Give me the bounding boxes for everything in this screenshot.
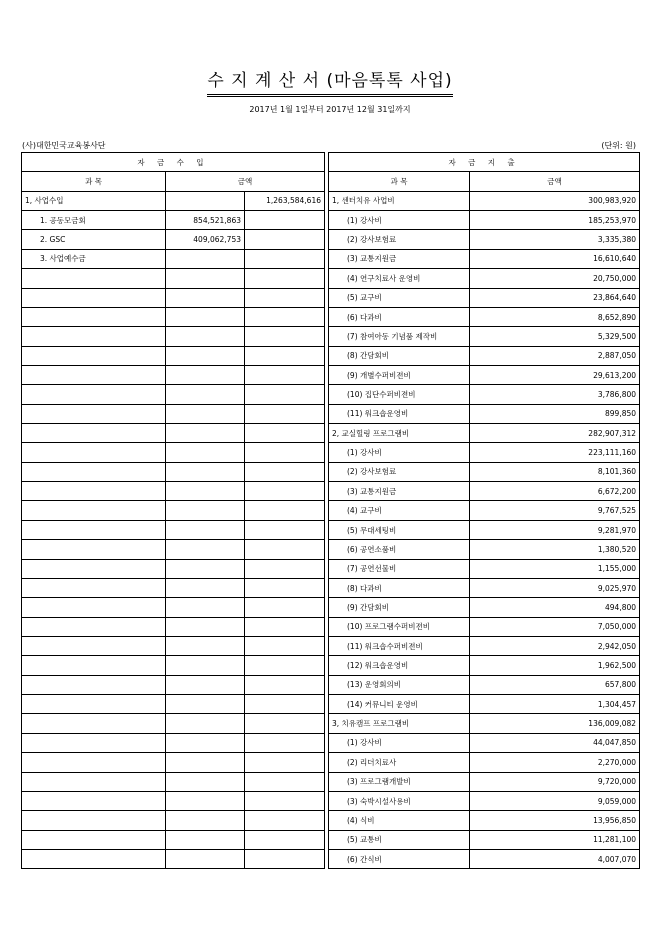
expense-item: 2, 교실힐링 프로그램비 xyxy=(329,424,470,443)
income-row xyxy=(22,830,325,849)
income-item xyxy=(22,811,166,830)
income-amount xyxy=(245,540,325,559)
expense-row xyxy=(329,636,640,655)
income-header: 자 금 수 입 xyxy=(22,153,325,172)
income-sub-amount xyxy=(166,811,245,830)
expense-amount: 657,800 xyxy=(470,675,640,694)
expense-amount: 9,281,970 xyxy=(470,520,640,539)
income-sub-amount xyxy=(166,830,245,849)
income-row xyxy=(22,424,325,443)
document-title: 수 지 계 산 서 (마음톡톡 사업) xyxy=(0,66,660,97)
income-item xyxy=(22,346,166,365)
income-sub-amount xyxy=(166,578,245,597)
expense-row xyxy=(329,811,640,830)
expense-item: (5) 교통비 xyxy=(329,830,470,849)
income-item xyxy=(22,540,166,559)
income-column-header-row xyxy=(22,172,325,191)
income-row xyxy=(22,695,325,714)
income-amount xyxy=(245,714,325,733)
expense-amount: 3,786,800 xyxy=(470,385,640,404)
income-sub-amount xyxy=(166,249,245,268)
income-amount xyxy=(245,811,325,830)
expense-amount: 9,767,525 xyxy=(470,501,640,520)
income-item xyxy=(22,443,166,462)
expense-item: (6) 다과비 xyxy=(329,307,470,326)
income-row xyxy=(22,791,325,810)
expense-item: (12) 워크숍운영비 xyxy=(329,656,470,675)
income-amount xyxy=(245,675,325,694)
expense-item: (13) 운영회의비 xyxy=(329,675,470,694)
expense-rows xyxy=(329,191,640,869)
expense-row xyxy=(329,230,640,249)
organization-name: (사)대한민국교육봉사단 xyxy=(22,141,106,150)
income-item xyxy=(22,269,166,288)
income-table xyxy=(21,152,325,869)
income-amount xyxy=(245,443,325,462)
income-item: 2. GSC xyxy=(22,230,166,249)
income-item: 1, 사업수입 xyxy=(22,191,166,210)
income-amount xyxy=(245,482,325,501)
expense-row xyxy=(329,695,640,714)
income-item: 1. 공동모금회 xyxy=(22,211,166,230)
expense-amount: 20,750,000 xyxy=(470,269,640,288)
income-sub-amount xyxy=(166,191,245,210)
income-row xyxy=(22,849,325,868)
expense-item: (1) 강사비 xyxy=(329,211,470,230)
expense-item: (1) 강사비 xyxy=(329,443,470,462)
expense-item: (3) 프로그램개발비 xyxy=(329,772,470,791)
expense-item: (10) 집단수퍼비젼비 xyxy=(329,385,470,404)
expense-amount: 7,050,000 xyxy=(470,617,640,636)
income-row xyxy=(22,191,325,210)
expense-row xyxy=(329,849,640,868)
expense-item: (4) 교구비 xyxy=(329,501,470,520)
expense-row xyxy=(329,191,640,210)
expense-col-item: 과 목 xyxy=(329,172,470,191)
income-row xyxy=(22,385,325,404)
income-row xyxy=(22,269,325,288)
expense-row xyxy=(329,714,640,733)
expense-item: 3, 치유캠프 프로그램비 xyxy=(329,714,470,733)
expense-row xyxy=(329,753,640,772)
income-sub-amount xyxy=(166,520,245,539)
income-row xyxy=(22,559,325,578)
statement-tables xyxy=(21,152,639,872)
income-item xyxy=(22,501,166,520)
expense-amount: 9,720,000 xyxy=(470,772,640,791)
income-amount xyxy=(245,346,325,365)
income-item xyxy=(22,482,166,501)
income-row xyxy=(22,501,325,520)
expense-item: (7) 참여아동 기념품 제작비 xyxy=(329,327,470,346)
income-amount xyxy=(245,656,325,675)
expense-row xyxy=(329,578,640,597)
income-amount xyxy=(245,385,325,404)
expense-row xyxy=(329,443,640,462)
income-item xyxy=(22,462,166,481)
income-row xyxy=(22,811,325,830)
income-sub-amount xyxy=(166,540,245,559)
income-item xyxy=(22,559,166,578)
income-amount xyxy=(245,598,325,617)
expense-item: (2) 강사보험료 xyxy=(329,230,470,249)
income-item xyxy=(22,849,166,868)
expense-amount: 2,887,050 xyxy=(470,346,640,365)
income-sub-amount xyxy=(166,714,245,733)
income-row xyxy=(22,772,325,791)
income-row xyxy=(22,617,325,636)
income-row xyxy=(22,540,325,559)
expense-item: (4) 식비 xyxy=(329,811,470,830)
income-item xyxy=(22,714,166,733)
expense-row xyxy=(329,791,640,810)
income-group-header-row xyxy=(22,153,325,172)
currency-unit: (단위: 원) xyxy=(601,141,636,150)
income-amount xyxy=(245,462,325,481)
income-item xyxy=(22,327,166,346)
expense-item: (1) 강사비 xyxy=(329,733,470,752)
income-row xyxy=(22,520,325,539)
income-item xyxy=(22,307,166,326)
expense-row xyxy=(329,269,640,288)
expense-row xyxy=(329,772,640,791)
expense-item: (11) 워크숍운영비 xyxy=(329,404,470,423)
income-sub-amount xyxy=(166,733,245,752)
income-amount xyxy=(245,617,325,636)
income-row xyxy=(22,714,325,733)
income-amount xyxy=(245,307,325,326)
income-item xyxy=(22,365,166,384)
expense-amount: 13,956,850 xyxy=(470,811,640,830)
expense-amount: 1,380,520 xyxy=(470,540,640,559)
expense-row xyxy=(329,656,640,675)
income-sub-amount xyxy=(166,849,245,868)
expense-item: (2) 리더치료사 xyxy=(329,753,470,772)
income-sub-amount: 409,062,753 xyxy=(166,230,245,249)
income-item xyxy=(22,656,166,675)
income-sub-amount xyxy=(166,346,245,365)
income-row xyxy=(22,753,325,772)
income-amount xyxy=(245,211,325,230)
expense-amount: 223,111,160 xyxy=(470,443,640,462)
expense-row xyxy=(329,385,640,404)
expense-table xyxy=(328,152,640,869)
expense-amount: 44,047,850 xyxy=(470,733,640,752)
expense-item: (6) 간식비 xyxy=(329,849,470,868)
expense-row xyxy=(329,327,640,346)
expense-amount: 23,864,640 xyxy=(470,288,640,307)
expense-group-header-row xyxy=(329,153,640,172)
expense-row xyxy=(329,424,640,443)
expense-amount: 899,850 xyxy=(470,404,640,423)
expense-amount: 4,007,070 xyxy=(470,849,640,868)
income-sub-amount xyxy=(166,482,245,501)
expense-row xyxy=(329,346,640,365)
expense-amount: 494,800 xyxy=(470,598,640,617)
income-item xyxy=(22,598,166,617)
expense-row xyxy=(329,617,640,636)
income-col-amount: 금액 xyxy=(166,172,325,191)
income-item xyxy=(22,404,166,423)
expense-item: (8) 다과비 xyxy=(329,578,470,597)
income-row xyxy=(22,462,325,481)
income-sub-amount: 854,521,863 xyxy=(166,211,245,230)
expense-row xyxy=(329,211,640,230)
income-sub-amount xyxy=(166,753,245,772)
expense-amount: 5,329,500 xyxy=(470,327,640,346)
expense-amount: 29,613,200 xyxy=(470,365,640,384)
expense-item: (9) 간담회비 xyxy=(329,598,470,617)
income-amount xyxy=(245,772,325,791)
expense-amount: 9,059,000 xyxy=(470,791,640,810)
expense-amount: 1,155,000 xyxy=(470,559,640,578)
income-sub-amount xyxy=(166,307,245,326)
income-amount xyxy=(245,849,325,868)
income-sub-amount xyxy=(166,695,245,714)
income-sub-amount xyxy=(166,404,245,423)
income-sub-amount xyxy=(166,675,245,694)
income-item xyxy=(22,636,166,655)
income-amount xyxy=(245,830,325,849)
report-period: 2017년 1월 1일부터 2017년 12월 31일까지 xyxy=(249,105,411,114)
income-sub-amount xyxy=(166,385,245,404)
income-item xyxy=(22,772,166,791)
expense-amount: 185,253,970 xyxy=(470,211,640,230)
income-row xyxy=(22,404,325,423)
expense-amount: 8,101,360 xyxy=(470,462,640,481)
income-sub-amount xyxy=(166,598,245,617)
expense-item: (14) 커뮤니티 운영비 xyxy=(329,695,470,714)
income-amount xyxy=(245,230,325,249)
income-item xyxy=(22,288,166,307)
expense-row xyxy=(329,462,640,481)
expense-row xyxy=(329,288,640,307)
expense-row xyxy=(329,249,640,268)
income-item xyxy=(22,617,166,636)
expense-item: (4) 연구치료사 운영비 xyxy=(329,269,470,288)
expense-item: (10) 프로그램수퍼비젼비 xyxy=(329,617,470,636)
income-row xyxy=(22,578,325,597)
income-amount xyxy=(245,288,325,307)
income-row xyxy=(22,365,325,384)
income-amount xyxy=(245,733,325,752)
income-sub-amount xyxy=(166,617,245,636)
income-sub-amount xyxy=(166,559,245,578)
income-amount xyxy=(245,404,325,423)
income-sub-amount xyxy=(166,656,245,675)
expense-row xyxy=(329,675,640,694)
expense-row xyxy=(329,559,640,578)
expense-row xyxy=(329,307,640,326)
income-amount xyxy=(245,791,325,810)
expense-amount: 3,335,380 xyxy=(470,230,640,249)
income-amount xyxy=(245,327,325,346)
expense-item: (9) 개별수퍼비젼비 xyxy=(329,365,470,384)
income-row xyxy=(22,675,325,694)
expense-row xyxy=(329,540,640,559)
income-amount xyxy=(245,501,325,520)
income-rows xyxy=(22,191,325,869)
income-col-item: 과 목 xyxy=(22,172,166,191)
expense-row xyxy=(329,404,640,423)
expense-amount: 136,009,082 xyxy=(470,714,640,733)
income-row xyxy=(22,249,325,268)
income-amount xyxy=(245,269,325,288)
expense-amount: 16,610,640 xyxy=(470,249,640,268)
expense-item: (7) 공연선물비 xyxy=(329,559,470,578)
expense-amount: 282,907,312 xyxy=(470,424,640,443)
income-row xyxy=(22,211,325,230)
expense-item: (3) 교통지원금 xyxy=(329,249,470,268)
expense-item: (8) 간담회비 xyxy=(329,346,470,365)
expense-amount: 9,025,970 xyxy=(470,578,640,597)
income-row xyxy=(22,733,325,752)
income-item xyxy=(22,385,166,404)
expense-row xyxy=(329,830,640,849)
income-amount xyxy=(245,559,325,578)
expense-item: (2) 강사보험료 xyxy=(329,462,470,481)
income-sub-amount xyxy=(166,327,245,346)
income-item xyxy=(22,578,166,597)
income-amount xyxy=(245,520,325,539)
income-sub-amount xyxy=(166,424,245,443)
expense-amount: 6,672,200 xyxy=(470,482,640,501)
income-amount xyxy=(245,578,325,597)
expense-amount: 2,270,000 xyxy=(470,753,640,772)
income-sub-amount xyxy=(166,462,245,481)
expense-row xyxy=(329,733,640,752)
expense-amount: 2,942,050 xyxy=(470,636,640,655)
income-item xyxy=(22,753,166,772)
income-amount xyxy=(245,695,325,714)
expense-row xyxy=(329,501,640,520)
expense-item: (5) 교구비 xyxy=(329,288,470,307)
expense-item: (11) 워크숍수퍼비젼비 xyxy=(329,636,470,655)
expense-col-amount: 금액 xyxy=(470,172,640,191)
income-sub-amount xyxy=(166,501,245,520)
expense-column-header-row xyxy=(329,172,640,191)
income-sub-amount xyxy=(166,772,245,791)
income-row xyxy=(22,327,325,346)
expense-item: (3) 교통지원금 xyxy=(329,482,470,501)
expense-amount: 8,652,890 xyxy=(470,307,640,326)
income-sub-amount xyxy=(166,443,245,462)
expense-item: (6) 공연소품비 xyxy=(329,540,470,559)
income-row xyxy=(22,656,325,675)
income-amount xyxy=(245,753,325,772)
income-row xyxy=(22,230,325,249)
income-row xyxy=(22,346,325,365)
expense-item: 1, 센터치유 사업비 xyxy=(329,191,470,210)
income-row xyxy=(22,288,325,307)
income-item xyxy=(22,830,166,849)
income-row xyxy=(22,598,325,617)
income-sub-amount xyxy=(166,791,245,810)
income-item xyxy=(22,424,166,443)
income-row xyxy=(22,443,325,462)
income-amount xyxy=(245,249,325,268)
income-row xyxy=(22,482,325,501)
income-item xyxy=(22,733,166,752)
income-item xyxy=(22,675,166,694)
income-amount xyxy=(245,424,325,443)
expense-item: (3) 숙박시설사용비 xyxy=(329,791,470,810)
income-amount xyxy=(245,636,325,655)
income-sub-amount xyxy=(166,365,245,384)
income-amount xyxy=(245,365,325,384)
expense-row xyxy=(329,598,640,617)
expense-row xyxy=(329,482,640,501)
income-row xyxy=(22,307,325,326)
income-sub-amount xyxy=(166,636,245,655)
income-sub-amount xyxy=(166,288,245,307)
expense-row xyxy=(329,520,640,539)
income-sub-amount xyxy=(166,269,245,288)
expense-amount: 300,983,920 xyxy=(470,191,640,210)
expense-amount: 11,281,100 xyxy=(470,830,640,849)
expense-item: (5) 무대세팅비 xyxy=(329,520,470,539)
income-item xyxy=(22,520,166,539)
income-item xyxy=(22,695,166,714)
expense-header: 자 금 지 출 xyxy=(329,153,640,172)
income-row xyxy=(22,636,325,655)
expense-row xyxy=(329,365,640,384)
income-amount: 1,263,584,616 xyxy=(245,191,325,210)
income-item xyxy=(22,791,166,810)
expense-amount: 1,304,457 xyxy=(470,695,640,714)
income-item: 3. 사업예수금 xyxy=(22,249,166,268)
expense-amount: 1,962,500 xyxy=(470,656,640,675)
